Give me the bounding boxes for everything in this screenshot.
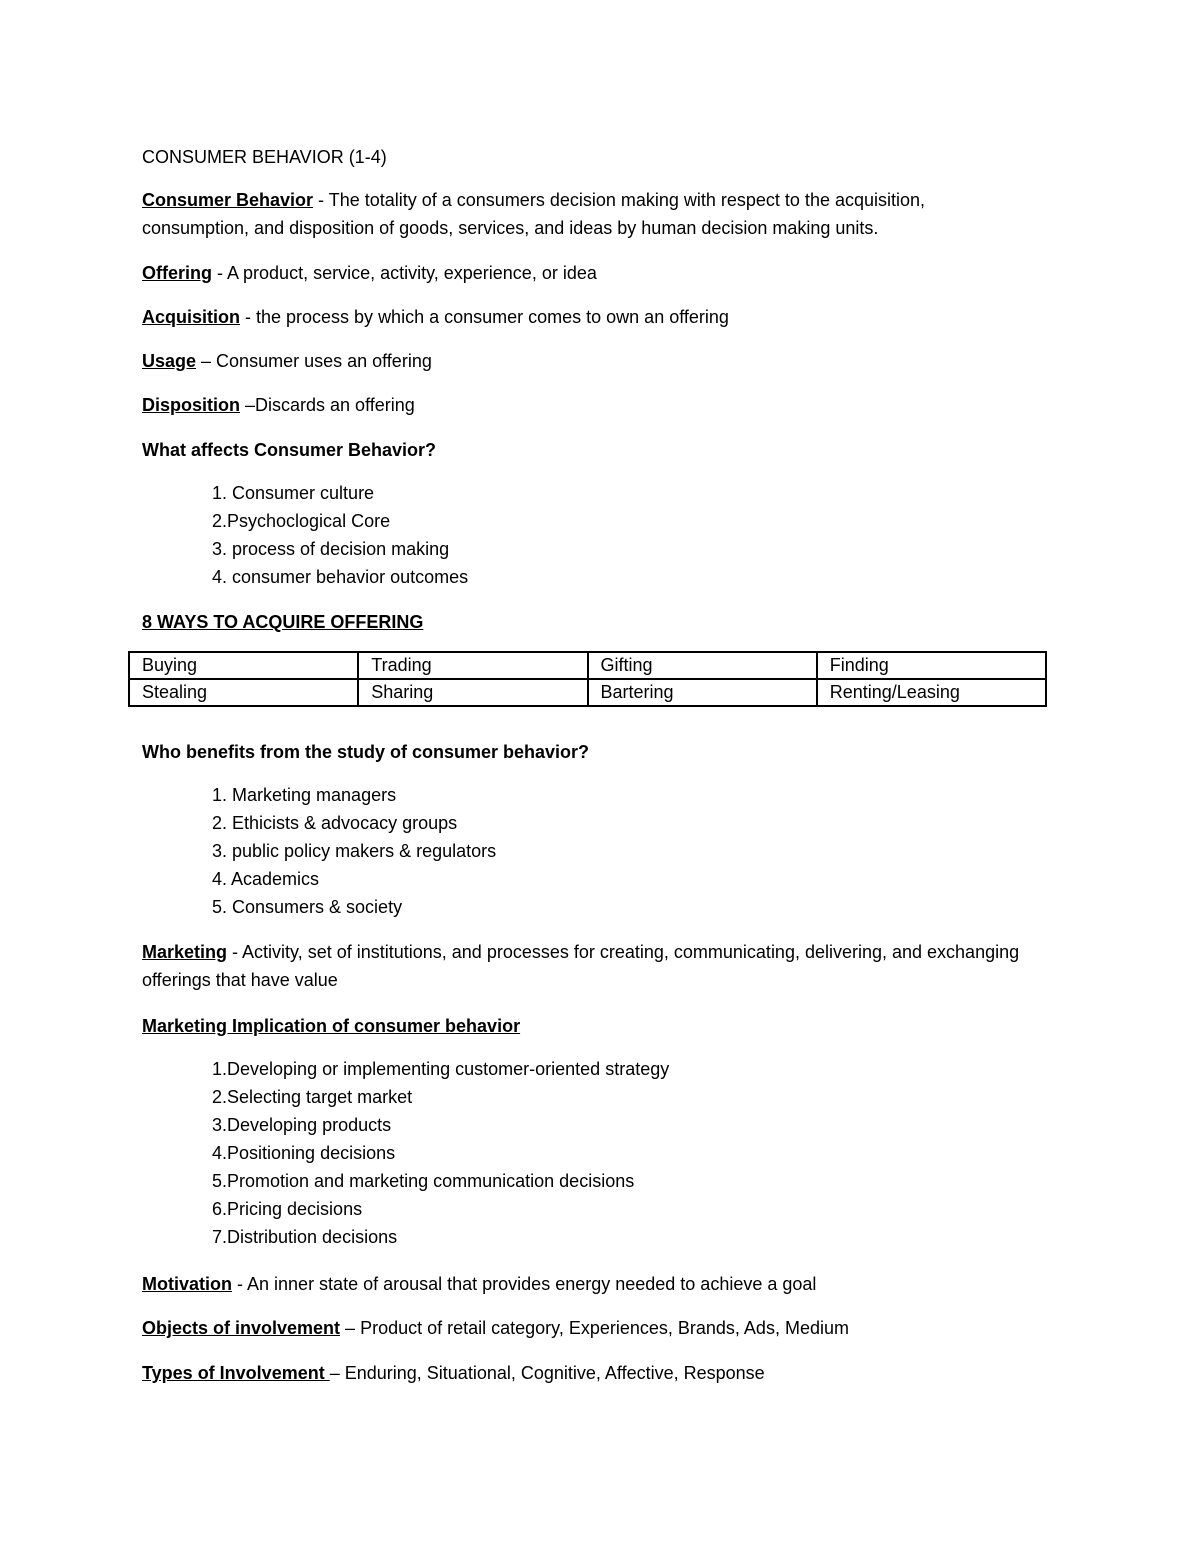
definition-text: An inner state of arousal that provides energy needed to achieve a goal [247,1274,817,1294]
table-row [129,679,1046,706]
page-title: CONSUMER BEHAVIOR (1-4) [142,147,387,167]
definition-marketing [142,938,1022,994]
definition-text: Product of retail category, Experiences, Brands, Ads, Medium [360,1318,849,1338]
benefits-heading: Who benefits from the study of consumer behavior? [142,742,590,762]
table-cell: Bartering [588,679,817,706]
definition-consumer-behavior [142,186,1022,242]
definition-term: Motivation [142,1274,232,1294]
definition-text: Discards an offering [255,395,415,415]
table-cell: Gifting [588,652,817,679]
definition-separator: - [212,263,228,283]
list-item: 6.Pricing decisions [212,1199,363,1219]
benefits-list [212,781,496,921]
definition-text: Activity, set of institutions, and processes for creating, communicating, delivering, and exchanging offerings that have value [142,942,1020,990]
definition-separator: - [227,942,243,962]
definition-separator: - [313,190,329,210]
definition-separator: - [232,1274,248,1294]
definition-term: Marketing [142,942,228,962]
definition-text: Consumer uses an offering [216,351,432,371]
definition-usage [142,349,432,373]
table-cell: Buying [129,652,358,679]
list-item: 1. Consumer culture [212,483,375,503]
table-cell: Renting/Leasing [817,679,1046,706]
table-row [129,652,1046,679]
implication-list [212,1055,669,1251]
list-item: 1.Developing or implementing customer-oriented strategy [212,1059,670,1079]
definition-term: Objects of involvement [142,1318,341,1338]
definition-term: Offering [142,263,212,283]
table-cell: Sharing [358,679,587,706]
list-item: 5.Promotion and marketing communication decisions [212,1171,635,1191]
definition-term: Usage [142,351,197,371]
definition-text: The totality of a consumers decision making with respect to the acquisition, consumption, and disposition of goods, services, and ideas by human decision making units. [142,190,926,238]
table-cell: Stealing [129,679,358,706]
implication-heading: Marketing Implication of consumer behavior [142,1016,521,1036]
list-item: 3.Developing products [212,1115,392,1135]
definition-objects-of-involvement [142,1316,849,1340]
table-cell: Finding [817,652,1046,679]
ways-table [128,651,1047,707]
definition-separator: – [196,351,217,371]
definition-offering [142,261,597,285]
ways-heading: 8 WAYS TO ACQUIRE OFFERING [142,612,424,632]
list-item: 4.Positioning decisions [212,1143,396,1163]
list-item: 3. public policy makers & regulators [212,841,497,861]
list-item: 2. Ethicists & advocacy groups [212,813,458,833]
list-item: 7.Distribution decisions [212,1227,398,1247]
definition-disposition [142,393,415,417]
definition-separator: – [340,1318,361,1338]
affects-list [212,479,468,591]
list-item: 5. Consumers & society [212,897,403,917]
definition-separator: – [329,1363,345,1383]
definition-term: Disposition [142,395,240,415]
definition-acquisition [142,305,729,329]
definition-text: A product, service, activity, experience, or idea [227,263,597,283]
definition-term: Consumer Behavior [142,190,314,210]
list-item: 2.Selecting target market [212,1087,413,1107]
definition-separator: - [240,307,256,327]
definition-text: Enduring, Situational, Cognitive, Affective, Response [344,1363,765,1383]
definition-text: the process by which a consumer comes to own an offering [256,307,729,327]
list-item: 1. Marketing managers [212,785,397,805]
list-item: 4. consumer behavior outcomes [212,567,469,587]
definition-term: Types of Involvement [142,1363,330,1383]
table-cell: Trading [358,652,587,679]
list-item: 3. process of decision making [212,539,450,559]
list-item: 4. Academics [212,869,320,889]
list-item: 2.Psychoclogical Core [212,511,391,531]
affects-heading: What affects Consumer Behavior? [142,440,437,460]
definition-motivation [142,1272,816,1296]
definition-types-of-involvement [142,1361,765,1385]
definition-term: Acquisition [142,307,240,327]
definition-separator: – [240,395,256,415]
